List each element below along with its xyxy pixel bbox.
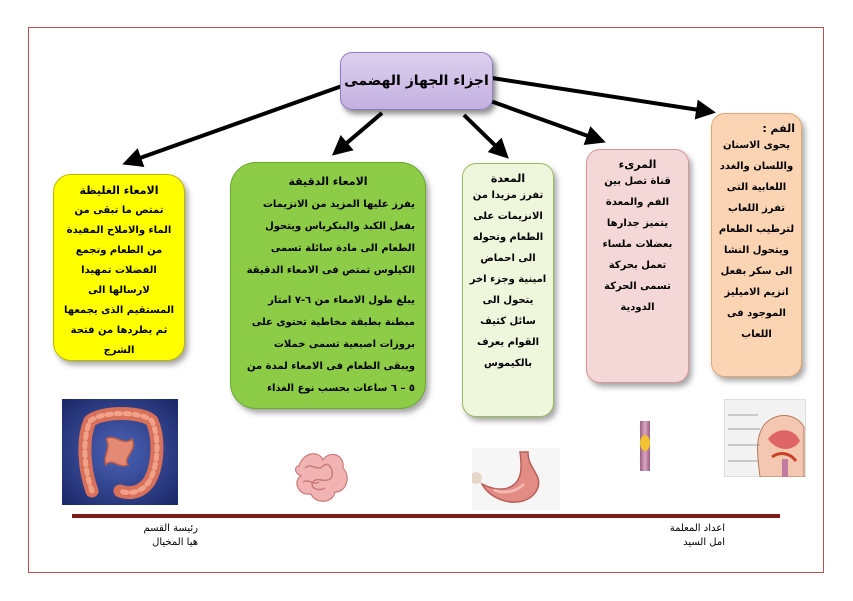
stomach-heading: المعدة xyxy=(490,172,526,185)
arrow-to-stomach xyxy=(464,115,506,156)
arrow-to-esophagus xyxy=(482,98,602,141)
large-intestine-text: تمتص ما تبقى من الماء والاملاح المفيدة من الطعام وتجمع الفضلات تمهيدا لارسالها الى المستقيم الذى يجمعها ثم يطردها من فتحة الشرج xyxy=(63,205,175,356)
arrow-to-large-intestine xyxy=(126,86,342,163)
large-intestine-heading: الامعاء الغليظة xyxy=(79,184,159,197)
small-intestine-text-2: يبلغ طول الامعاء من ٦-٧ امتار مبطنة بطبقة مخاطية تحتوى على بروزات اصبعية تسمى خملات ويبقى الطعام فى الامعاء لمدة من ٥ – ٦ ساعات بحسب نوع الغذاء xyxy=(247,295,415,394)
footer-prepared-by xyxy=(655,522,725,550)
stomach-illustration xyxy=(472,448,560,510)
mouth-box xyxy=(711,113,802,377)
large-intestine-box xyxy=(53,174,185,361)
large-intestine-illustration xyxy=(62,399,178,505)
footer-divider xyxy=(72,514,780,518)
arrow-to-small-intestine xyxy=(335,113,382,153)
teacher-role: اعداد المعلمة xyxy=(669,523,725,534)
head-role: رئيسة القسم xyxy=(143,523,198,534)
esophagus-text: قناة تصل بين الفم والمعدة يتميز جدارها بعضلات ملساء تعمل بحركة تسمى الحركة الدودية xyxy=(602,176,673,313)
stomach-box xyxy=(462,163,554,417)
mouth-text: يحوى الاسنان واللسان والغدد اللعابية التى تفرز اللعاب لترطيب الطعام ويتحول النشا الى سكر بفعل انزيم الاميليز الموجود فى اللعاب xyxy=(718,140,795,340)
small-intestine-heading: الامعاء الدقيقة xyxy=(288,175,368,188)
head-name: هيا المخيال xyxy=(152,537,198,548)
mouth-illustration xyxy=(724,399,806,477)
teacher-name: امل السيد xyxy=(683,537,725,548)
esophagus-box xyxy=(586,149,689,383)
mouth-heading: الفم : xyxy=(762,122,795,135)
esophagus-heading: المرىء xyxy=(618,158,657,171)
stomach-text: تفرز مزيدا من الانزيمات على الطعام وتحوله الى احماض امينية وجزء اخر يتحول الى سائل كثيف القوام يعرف بالكيموس xyxy=(469,190,547,369)
footer-head-of-department xyxy=(138,522,198,550)
small-intestine-box xyxy=(230,162,426,409)
small-intestine-text-1: يفرز عليها المزيد من الانزيمات بفعل الكبد والبنكرياس ويتحول الطعام الى مادة سائلة تسمى الكيلوس تمتص فى الامعاء الدقيقة xyxy=(246,199,415,276)
small-intestine-illustration xyxy=(289,446,353,508)
arrow-to-mouth xyxy=(492,78,712,112)
esophagus-illustration xyxy=(632,421,658,471)
diagram-title: اجزاء الجهاز الهضمى xyxy=(340,52,493,110)
